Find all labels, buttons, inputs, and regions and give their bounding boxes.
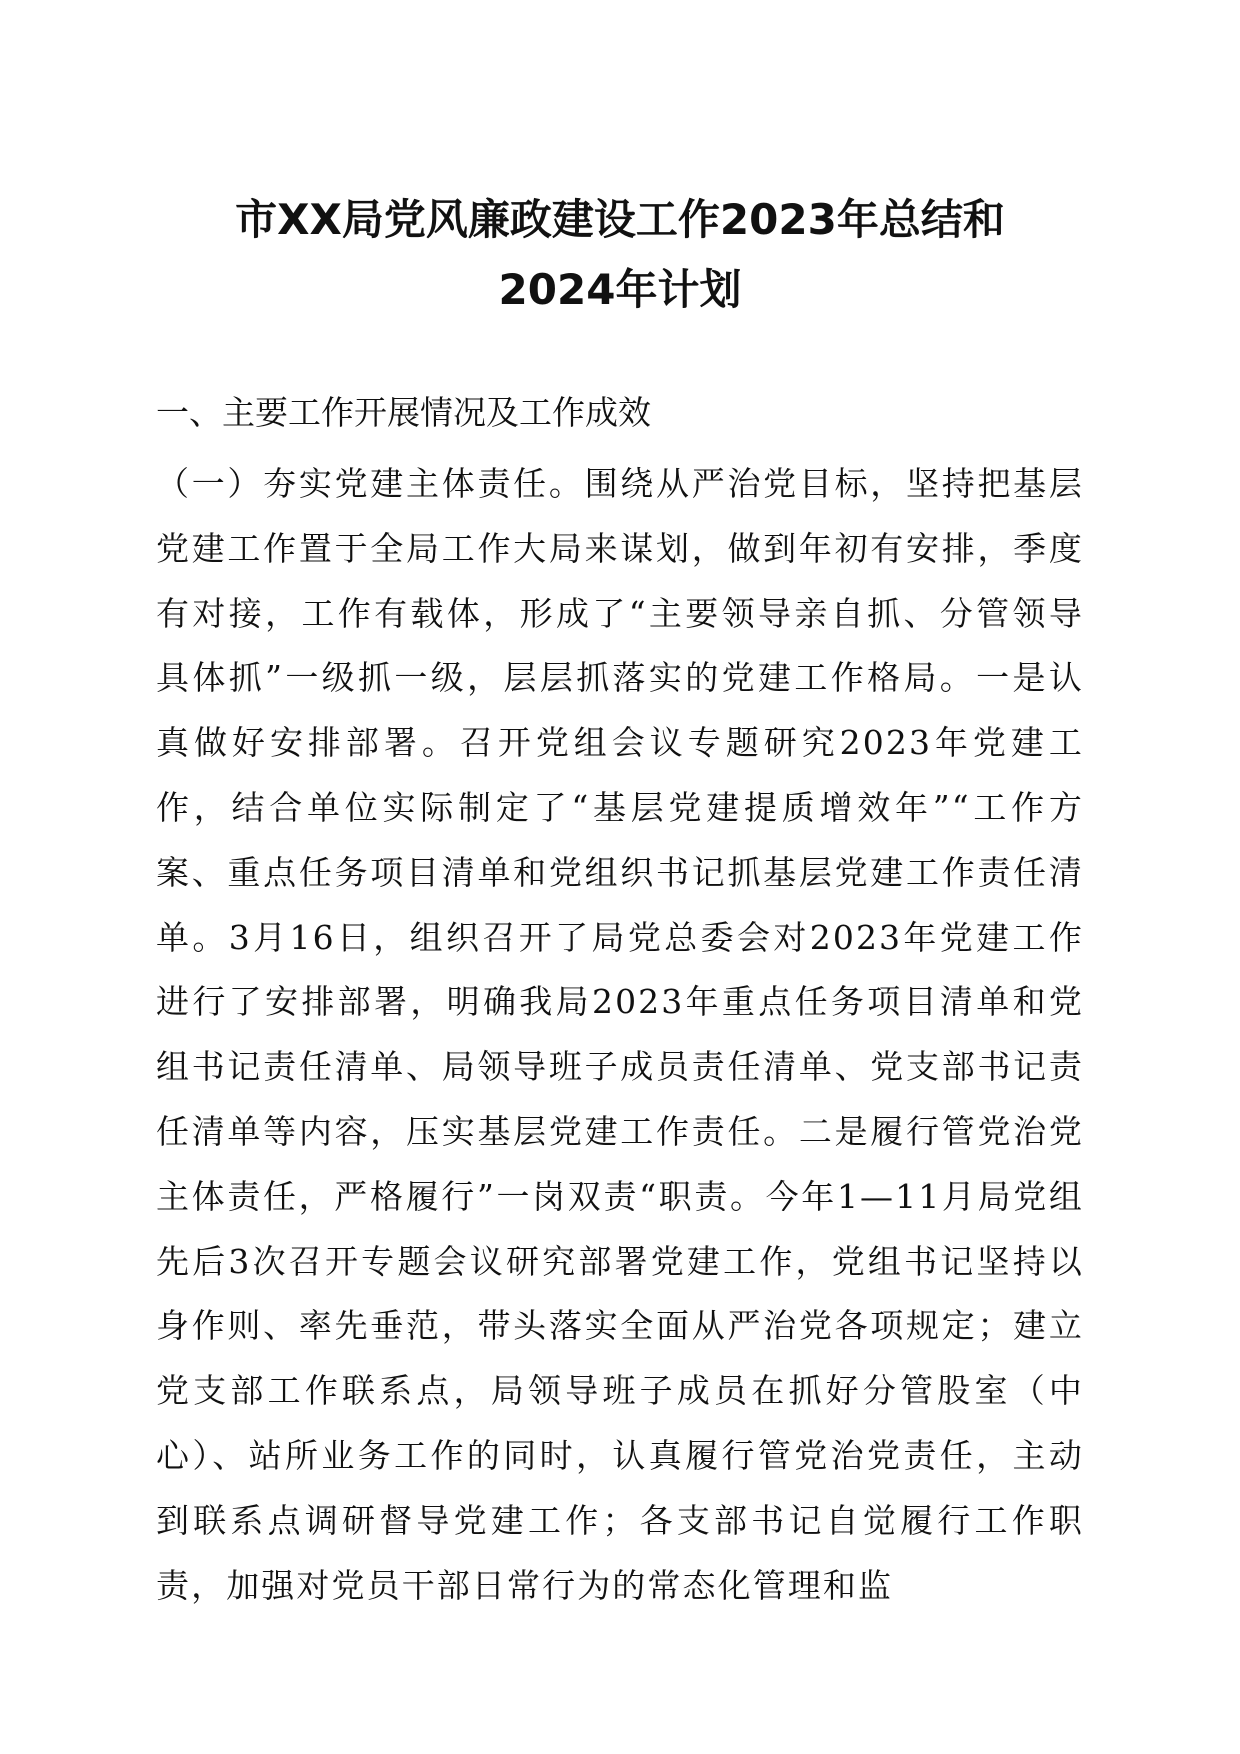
section-heading: 一、主要工作开展情况及工作成效 (156, 393, 651, 432)
document-title-line-1: 市XX局党风廉政建设工作2023年总结和 (235, 195, 1005, 244)
body-paragraph: （一）夯实党建主体责任。围绕从严治党目标，坚持把基层党建工作置于全局工作大局来谋划，做到年初有安排，季度有对接，工作有载体，形成了“主要领导亲自抓、分管领导具体抓”一级抓一级，层层抓落实的党建工作格局。一是认真做好安排部署。召开党组会议专题研究2023年党建工作，结合单位实际制定了“基层党建提质增效年”“工作方案、重点任务项目清单和党组织书记抓基层党建工作责任清单。3月16日，组织召开了局党总委会对2023年党建工作进行了安排部署，明确我局2023年重点任务项目清单和党组书记责任清单、局领导班子成员责任清单、党支部书记责任清单等内容，压实基层党建工作责任。二是履行管党治党主体责任，严格履行”一岗双责“职责。今年1—11月局党组先后3次召开专题会议研究部署党建工作，党组书记坚持以身作则、率先垂范，带头落实全面从严治党各项规定；建立党支部工作联系点，局领导班子成员在抓好分管股室（中心）、站所业务工作的同时，认真履行管党治党责任，主动到联系点调研督导党建工作；各支部书记自觉履行工作职责，加强对党员干部日常行为的常态化管理和监 (156, 464, 1084, 1605)
document-title-line-2: 2024年计划 (498, 265, 742, 314)
